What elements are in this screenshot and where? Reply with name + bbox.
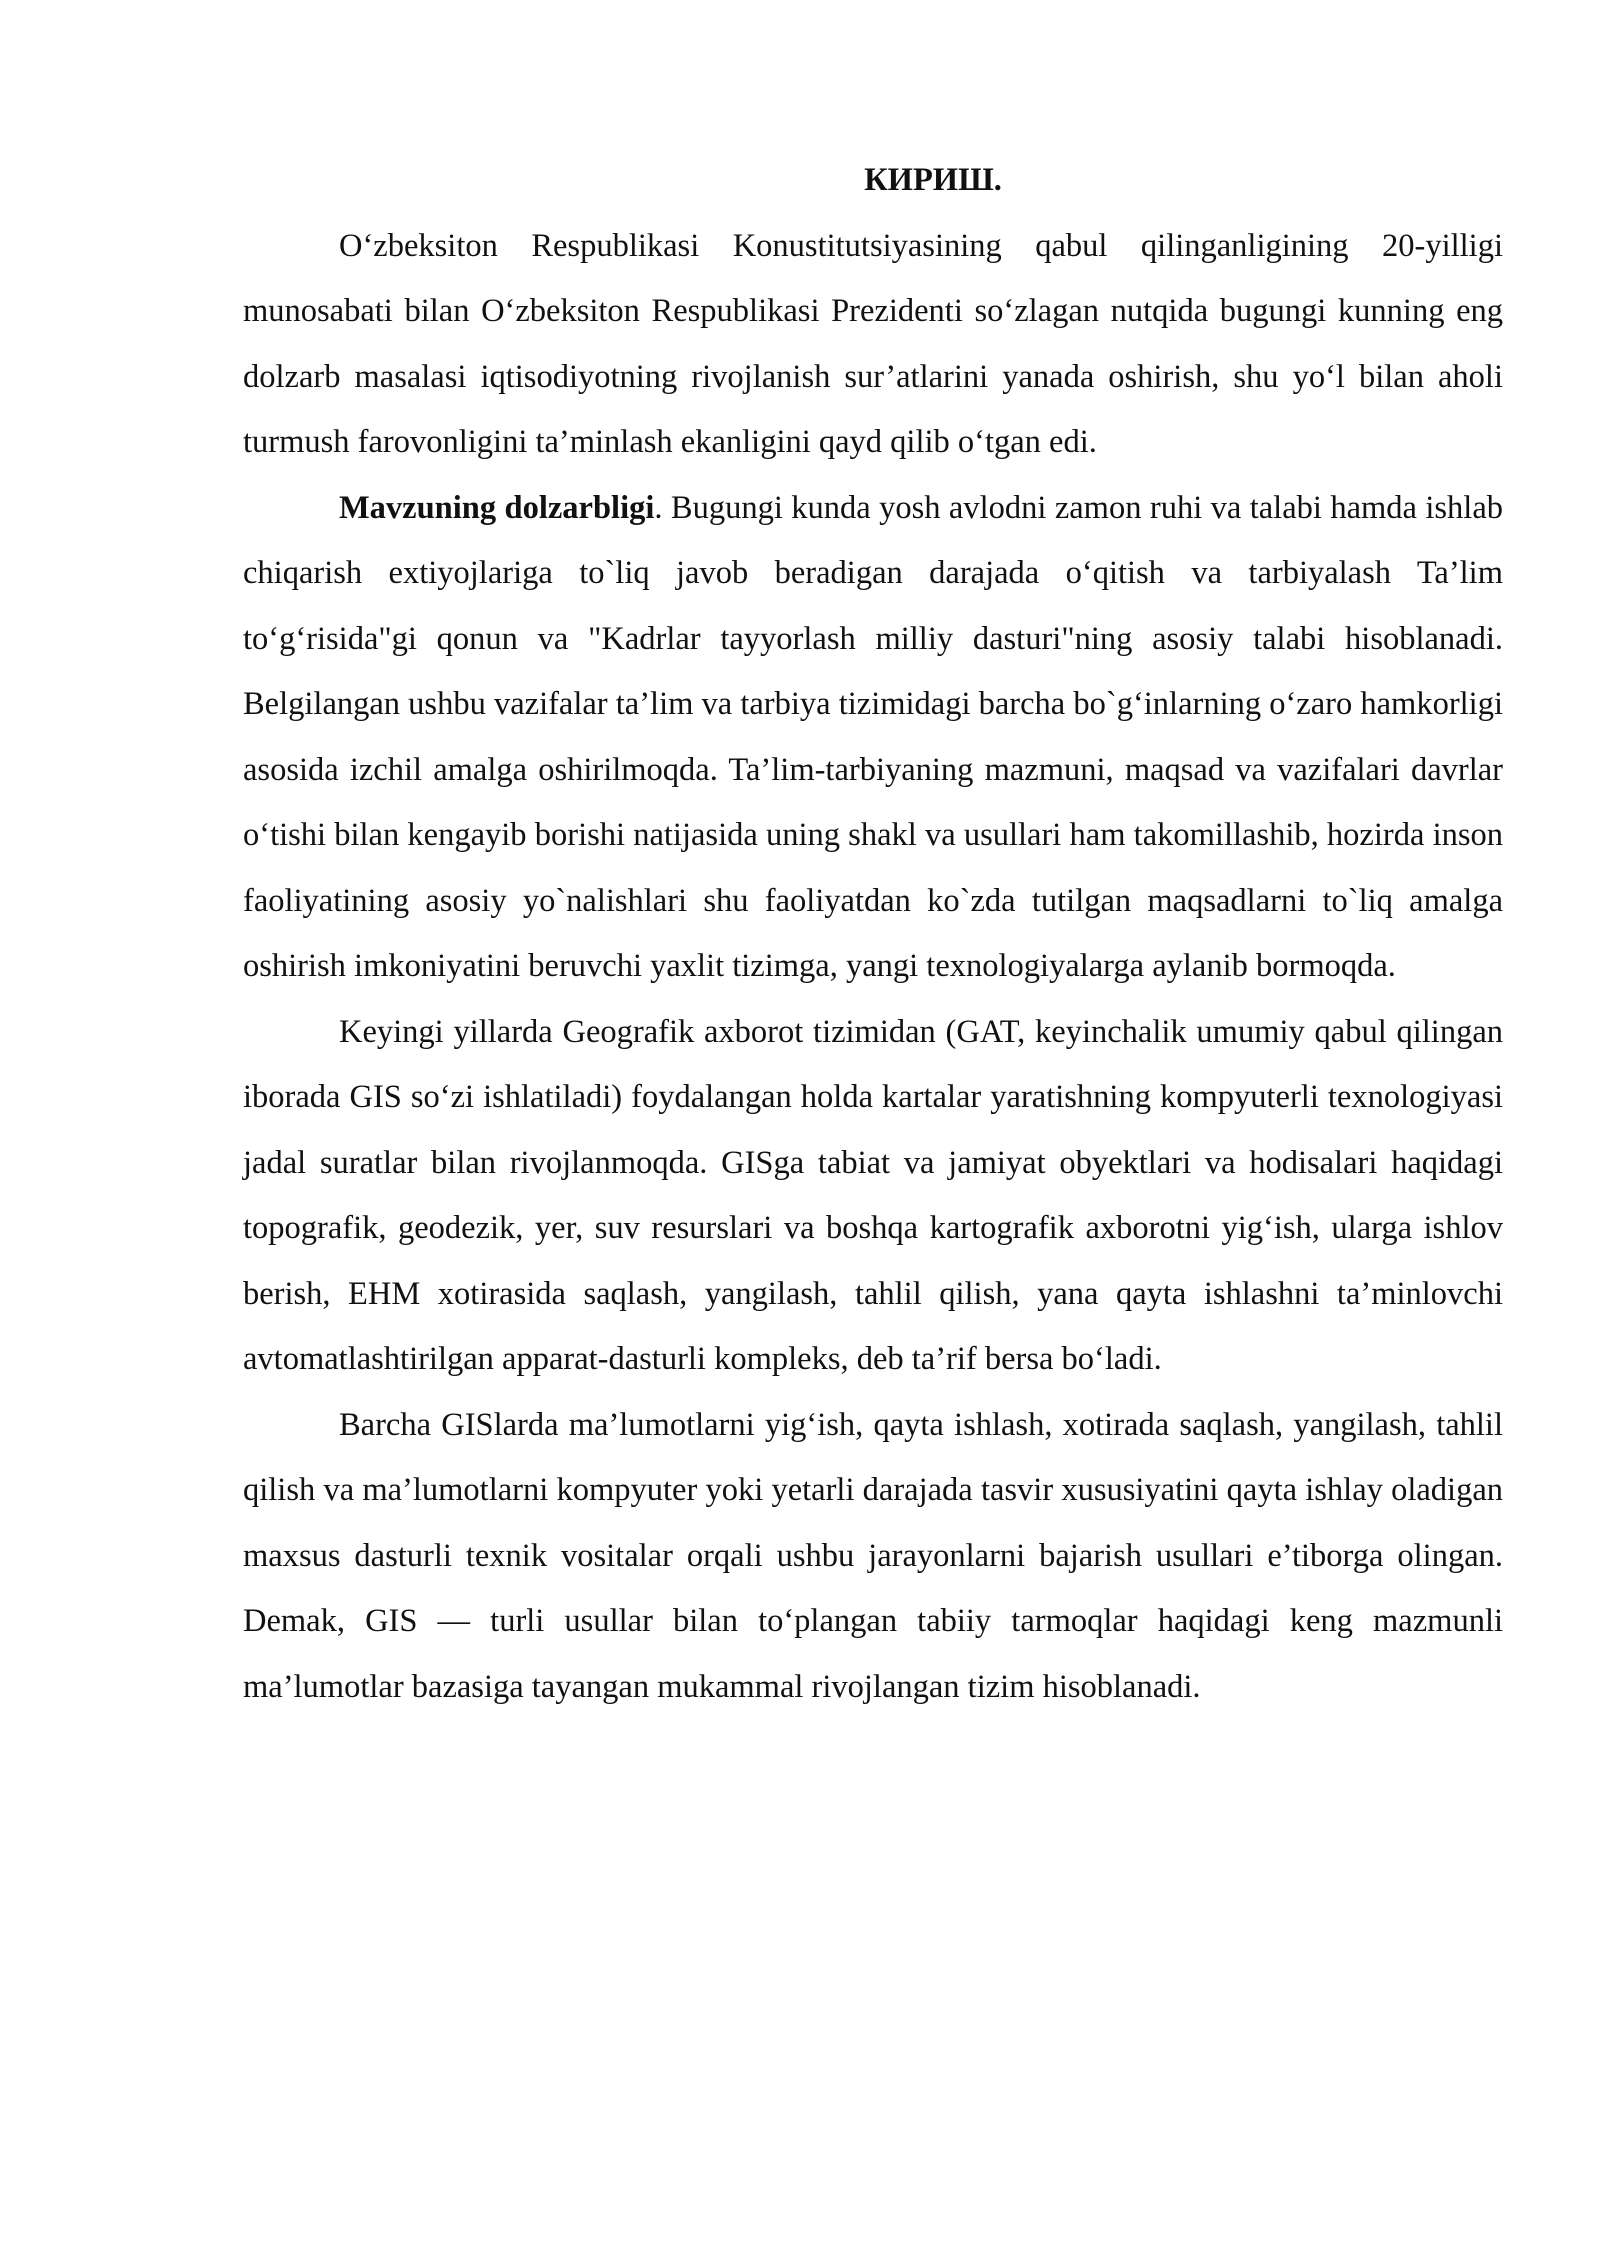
- paragraph-gis-intro: [243, 1000, 1503, 1393]
- paragraph-text: Keyingi yillarda Geografik axborot tizimidan (GAT, keyinchalik umumiy qabul qilingan iborada GIS so‘zi ishlatiladi) foydalangan holda kartalar yaratishning kompyuterli texnologiyasi jadal suratlar bilan rivojlanmoqda. GISga tabiat va jamiyat obyektlari va hodisalari haqidagi topografik, geodezik, yer, suv resurslari va boshqa kartografik axborotni yig‘ish, ularga ishlov berish, EHM xotirasida saqlash, yangilash, tahlil qilish, yana qayta ishlashni ta’minlovchi avtomatlashtirilgan apparat-dasturli kompleks, deb ta’rif bersa bo‘ladi.: [243, 1013, 1503, 1377]
- document-body: [243, 148, 1503, 1720]
- paragraph-gis-summary: [243, 1393, 1503, 1721]
- paragraph-text: . Bugungi kunda yosh avlodni zamon ruhi va talabi hamda ishlab chiqarish extiyojlariga to`liq javob beradigan darajada o‘qitish va tarbiyalash Ta’lim to‘g‘risida"gi qonun va "Kadrlar tayyorlash milliy dasturi"ning asosiy talabi hisoblanadi. Belgilangan ushbu vazifalar ta’lim va tarbiya tizimidagi barcha bo`g‘inlarning o‘zaro hamkorligi asosida izchil amalga oshirilmoqda. Ta’lim-tarbiyaning mazmuni, maqsad va vazifalari davrlar o‘tishi bilan kengayib borishi natijasida uning shakl va usullari ham takomillashib, hozirda inson faoliyatining asosiy yo`nalishlari shu faoliyatdan ko`zda tutilgan maqsadlarni to`liq amalga oshirish imkoniyatini beruvchi yaxlit tizimga, yangi texnologiyalarga aylanib bormoqda.: [243, 489, 1503, 984]
- paragraph-lead-heading: Mavzuning dolzarbligi: [339, 489, 655, 526]
- paragraph-text: O‘zbeksiton Respublikasi Konustitutsiyasining qabul qilinganligining 20-yilligi munosabati bilan O‘zbeksiton Respublikasi Prezidenti so‘zlagan nutqida bugungi kunning eng dolzarb masalasi iqtisodiyotning rivojlanish sur’atlarini yanada oshirish, shu yo‘l bilan aholi turmush farovonligini ta’minlash ekanligini qayd qilib o‘tgan edi.: [243, 227, 1503, 460]
- paragraph-text: Barcha GISlarda ma’lumotlarni yig‘ish, qayta ishlash, xotirada saqlash, yangilash, tahlil qilish va ma’lumotlarni kompyuter yoki yetarli darajada tasvir xususiyatini qayta ishlay oladigan maxsus dasturli texnik vositalar orqali ushbu jarayonlarni bajarish usullari e’tiborga olingan. Demak, GIS — turli usullar bilan to‘plangan tabiiy tarmoqlar haqidagi keng mazmunli ma’lumotlar bazasiga tayangan mukammal rivojlangan tizim hisoblanadi.: [243, 1406, 1503, 1705]
- paragraph-intro: [243, 214, 1503, 476]
- page-title: КИРИШ.: [864, 162, 1002, 198]
- paragraph-relevance: [243, 476, 1503, 1000]
